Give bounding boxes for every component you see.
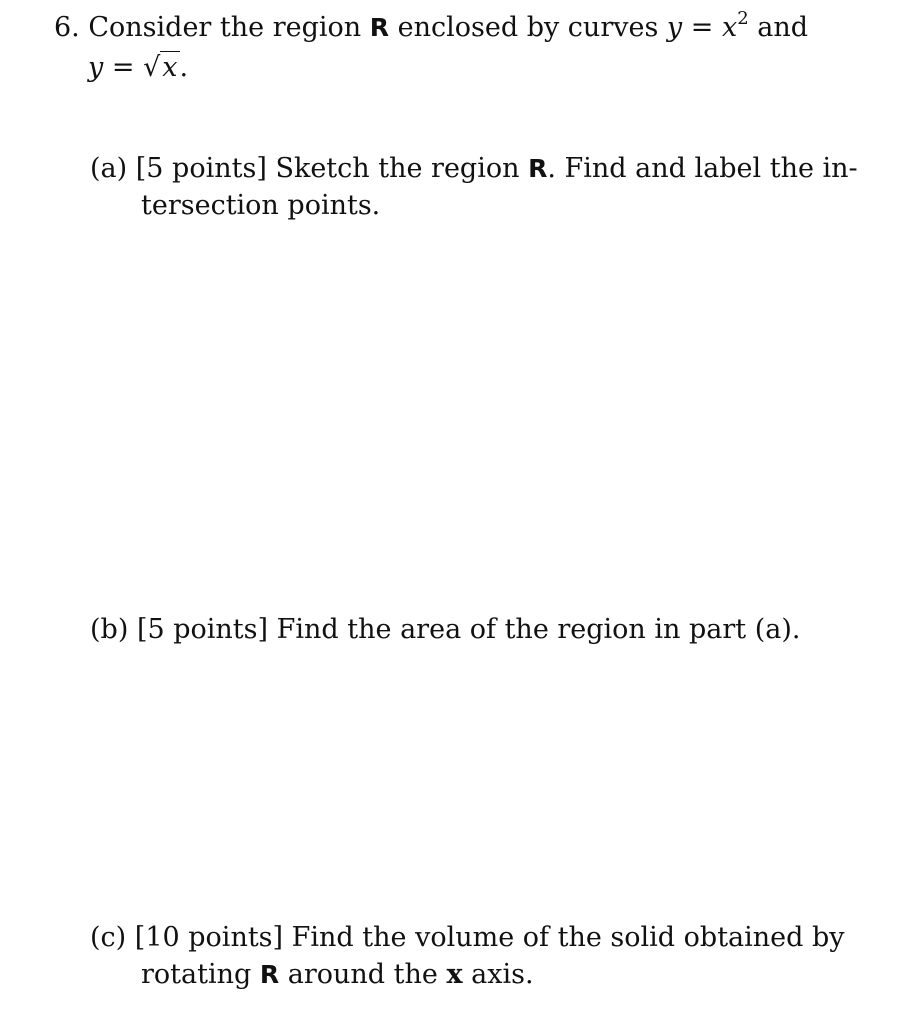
and-word: and <box>757 12 809 43</box>
problem-intro-text-2: enclosed by curves <box>397 12 659 43</box>
part-a-line-2 <box>141 188 380 224</box>
part-c-text-4: axis. <box>471 959 534 990</box>
part-b-label: (b) <box>90 614 129 645</box>
part-c-axis-var: x <box>446 959 463 990</box>
part-a-text-2: . Find and label the in- <box>547 153 858 184</box>
sqrt-expression <box>143 50 179 86</box>
equals-sign-2: = <box>111 52 135 83</box>
part-c-line-2 <box>141 957 534 993</box>
part-a-text-1: Sketch the region <box>275 153 520 184</box>
curve1-exponent: 2 <box>737 8 749 29</box>
problem-period: . <box>179 52 189 83</box>
curve1-lhs: y <box>666 12 683 43</box>
problem-intro-text: Consider the region <box>88 12 362 43</box>
part-a-label: (a) <box>90 153 128 184</box>
curve1-rhs: x <box>722 12 738 43</box>
part-c-label: (c) <box>90 922 127 953</box>
sqrt-symbol: √ <box>143 52 161 83</box>
part-a-region-symbol: R <box>528 154 548 183</box>
sqrt-radicand: x <box>162 52 178 83</box>
part-b-text: Find the area of the region in part (a). <box>276 614 801 645</box>
part-a-line-1 <box>90 151 858 187</box>
problem-line-2 <box>88 50 188 86</box>
problem-line-1 <box>54 10 808 49</box>
part-b-points: [5 points] <box>136 614 269 645</box>
part-c-region-symbol: R <box>259 960 280 989</box>
part-c-points: [10 points] <box>134 922 284 953</box>
part-c-line-1 <box>90 920 845 956</box>
part-b-line-1 <box>90 612 800 648</box>
part-c-text-2: rotating <box>141 959 252 990</box>
part-a-text-3: tersection points. <box>141 190 381 221</box>
curve2-lhs: y <box>88 52 104 83</box>
equals-sign: = <box>690 12 714 43</box>
part-a-points: [5 points] <box>135 153 267 184</box>
region-symbol: R <box>369 13 390 42</box>
part-c-text-3: around the <box>287 959 438 990</box>
part-c-text-1: Find the volume of the solid obtained by <box>291 922 845 953</box>
problem-number: 6. <box>54 12 80 43</box>
